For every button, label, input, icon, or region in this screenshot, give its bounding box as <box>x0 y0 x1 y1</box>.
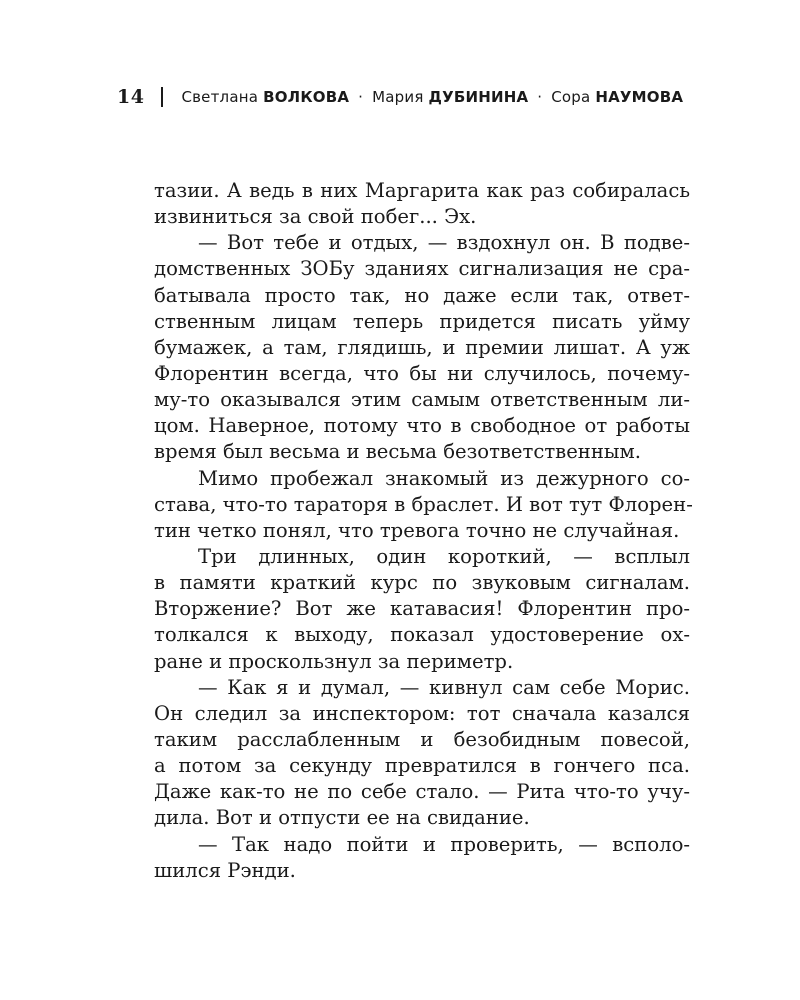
author-surname: ВОЛКОВА <box>263 88 350 106</box>
text-line: му-то оказывался этим самым ответственным ли- <box>154 388 690 412</box>
text-line: Вторжение? Вот же катавасия! Флорентин про- <box>154 597 690 621</box>
text-line: толкался к выходу, показал удостоверение ох- <box>154 623 690 647</box>
text-line: — Вот тебе и отдых, — вздохнул он. В подве- <box>198 231 690 255</box>
text-line: шился Рэнди. <box>154 858 296 882</box>
text-line: тазии. А ведь в них Маргарита как раз собиралась <box>154 179 690 202</box>
text-line: Флорентин всегда, что бы ни случилось, почему- <box>154 361 690 385</box>
text-line: Три длинных, один короткий, — всплыл <box>198 544 690 568</box>
author-separator: · <box>537 88 543 106</box>
author-first-name: Светлана <box>181 88 259 106</box>
text-line: батывала просто так, но даже если так, ответ- <box>154 283 690 307</box>
body-text <box>154 178 693 884</box>
text-line: извиниться за свой побег... Эх. <box>154 205 477 229</box>
text-line: ственным лицам теперь придется писать уйму <box>154 309 690 333</box>
text-line: става, что-то тараторя в браслет. И вот тут Флорен- <box>154 492 693 516</box>
text-line: — Как я и думал, — кивнул сам себе Морис. <box>198 675 690 699</box>
text-line: ране и проскользнул за периметр. <box>154 649 514 673</box>
text-line: в памяти краткий курс по звуковым сигналам. <box>154 571 690 595</box>
text-line: тин четко понял, что тревога точно не случайная. <box>154 518 680 542</box>
text-line: Мимо пробежал знакомый из дежурного со- <box>198 466 690 490</box>
author-first-name: Сора <box>551 88 591 106</box>
running-head <box>117 86 683 108</box>
text-line: — Так надо пойти и проверить, — всполо- <box>198 832 690 856</box>
text-line: домственных ЗОБу зданиях сигнализация не сра- <box>154 257 690 281</box>
text-line: а потом за секунду превратился в гончего пса. <box>154 754 690 778</box>
text-line: дила. Вот и отпусти ее на свидание. <box>154 806 530 830</box>
author-separator: · <box>358 88 364 106</box>
page-number: 14 <box>117 86 145 108</box>
text-line: Даже как-то не по себе стало. — Рита что-то учу- <box>154 780 690 804</box>
text-line: цом. Наверное, потому что в свободное от работы <box>154 414 690 438</box>
author-list <box>181 88 683 106</box>
author-surname: ДУБИНИНА <box>428 88 529 106</box>
author-surname: НАУМОВА <box>595 88 684 106</box>
text-line: время был весьма и весьма безответственным. <box>154 440 641 464</box>
text-line: таким расслабленным и безобидным повесой, <box>154 727 690 751</box>
text-line: Он следил за инспектором: тот сначала казался <box>154 701 690 725</box>
text-line: бумажек, а там, глядишь, и премии лишат. А уж <box>154 335 690 359</box>
author-first-name: Мария <box>372 88 424 106</box>
header-divider <box>161 87 163 107</box>
